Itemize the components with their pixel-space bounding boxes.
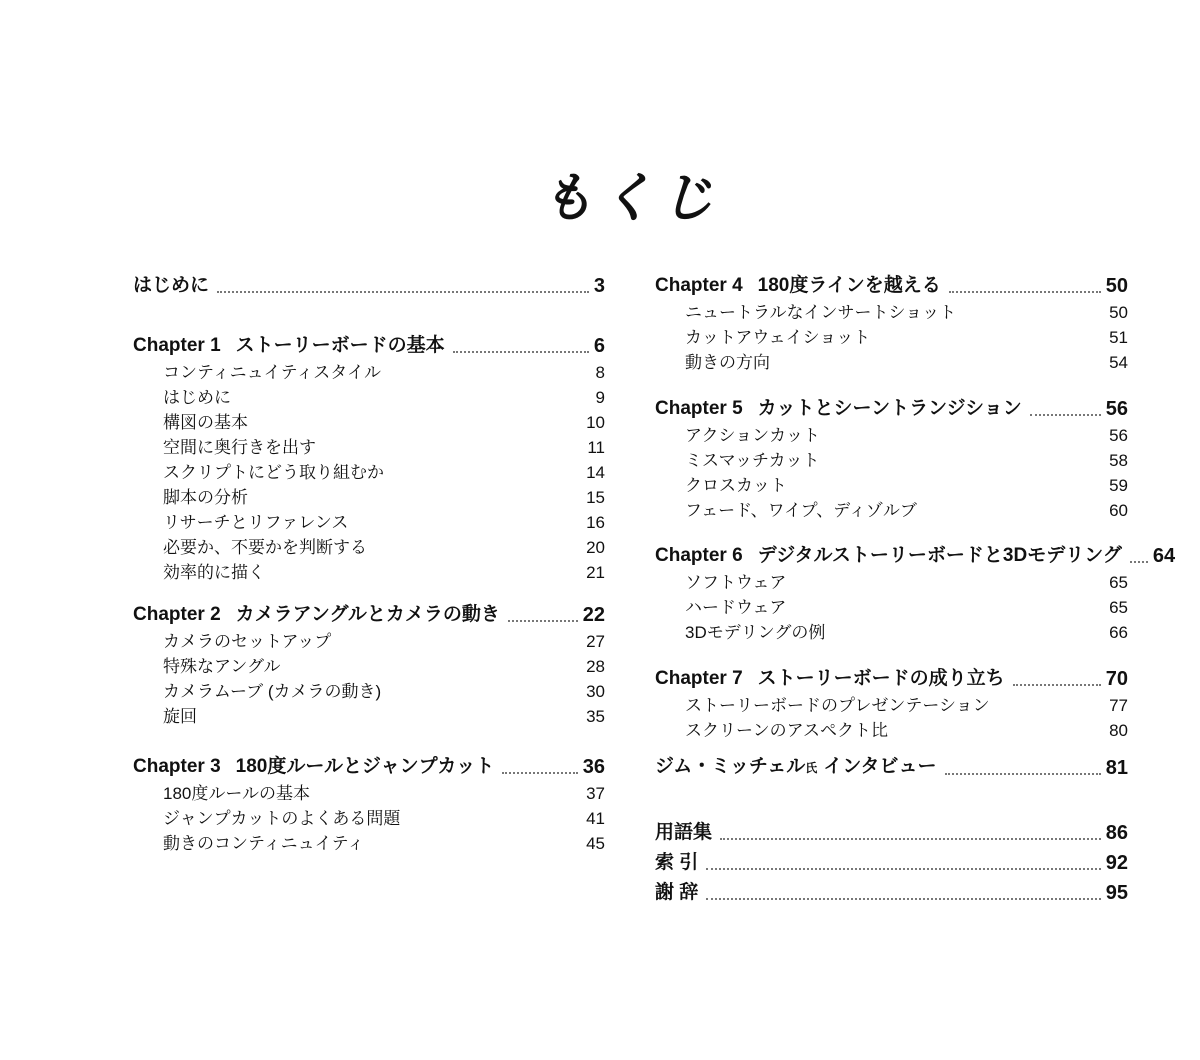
- chapter-title: 180度ルールとジャンプカット: [235, 756, 495, 777]
- toc-heading-label: [133, 332, 445, 360]
- toc-entry: [163, 485, 605, 510]
- chapter-title: デジタルストーリーボードと3Dモデリング: [757, 545, 1122, 566]
- entry-label: ハードウェア: [685, 598, 787, 617]
- toc-heading-intro: [133, 270, 605, 300]
- chapter-title: ストーリーボードの基本: [235, 335, 445, 356]
- chapter-prefix: Chapter 6: [655, 545, 743, 566]
- toc-heading-label: 索 引: [655, 852, 699, 873]
- toc-section-chapter-3: [133, 751, 605, 856]
- page-number: 58: [1109, 451, 1128, 470]
- toc-heading-label: [655, 272, 941, 300]
- chapter-title: ストーリーボードの成り立ち: [757, 668, 1005, 689]
- toc-heading-label: [655, 542, 1122, 570]
- chapter-prefix: Chapter 4: [655, 275, 743, 296]
- toc-entry: [685, 595, 1128, 620]
- page-number: 59: [1109, 476, 1128, 495]
- entry-label: 旋回: [163, 707, 197, 726]
- toc-entry: [163, 831, 605, 856]
- page-number: 50: [1105, 275, 1128, 297]
- honorific-suffix: 氏: [805, 761, 818, 775]
- entry-label: ジャンプカットのよくある問題: [163, 809, 401, 828]
- toc-section-chapter-1: [133, 330, 605, 585]
- toc-heading-chapter-3: [133, 751, 605, 781]
- toc-heading-chapter-5: [655, 393, 1128, 423]
- page-number: 60: [1109, 501, 1128, 520]
- page-number: 51: [1109, 328, 1128, 347]
- entry-label: フェード、ワイプ、ディゾルブ: [685, 501, 917, 520]
- toc-entry: [163, 410, 605, 435]
- toc-entry: [163, 535, 605, 560]
- dotted-leader: [217, 291, 589, 293]
- toc-entry: [163, 781, 605, 806]
- toc-entry: [163, 806, 605, 831]
- toc-entry: [163, 704, 605, 729]
- toc-items: [655, 423, 1128, 523]
- table-of-contents: [133, 270, 1176, 907]
- page-number: 92: [1105, 852, 1128, 874]
- entry-label: 必要か、不要かを判断する: [163, 538, 367, 557]
- page-number: 15: [586, 488, 605, 507]
- dotted-leader: [706, 868, 1100, 870]
- entry-label: カメラのセットアップ: [163, 632, 332, 651]
- page-number: 37: [586, 784, 605, 803]
- toc-heading-glossary: [655, 817, 1128, 847]
- toc-items: [655, 693, 1128, 743]
- entry-label: ソフトウェア: [685, 573, 787, 592]
- toc-heading-label: 謝 辞: [655, 882, 699, 903]
- chapter-prefix: Chapter 1: [133, 335, 221, 356]
- toc-heading-label: はじめに: [133, 275, 210, 296]
- entry-label: リサーチとリファレンス: [163, 513, 349, 532]
- page-number: 70: [1105, 668, 1128, 690]
- toc-left-column: [133, 270, 605, 907]
- toc-heading-label: [133, 753, 494, 781]
- chapter-prefix: Chapter 3: [133, 756, 221, 777]
- entry-label: スクリプトにどう取り組むか: [163, 463, 384, 482]
- entry-label: コンティニュイティスタイル: [163, 363, 381, 382]
- toc-entry: [685, 423, 1128, 448]
- toc-entry: [163, 435, 605, 460]
- page-number: 41: [586, 809, 605, 828]
- entry-label: カメラムーブ (カメラの動き): [163, 682, 382, 701]
- dotted-leader: [1013, 684, 1101, 686]
- entry-label: はじめに: [163, 388, 231, 407]
- toc-entry: [685, 300, 1128, 325]
- page-number: 22: [582, 604, 605, 626]
- toc-heading-chapter-2: [133, 599, 605, 629]
- toc-entry: [685, 718, 1128, 743]
- toc-heading-label: [655, 665, 1005, 693]
- toc-heading-interview: [655, 752, 1128, 782]
- chapter-title: カメラアングルとカメラの動き: [235, 604, 500, 625]
- toc-items: [133, 360, 605, 585]
- page-number: 54: [1109, 353, 1128, 372]
- entry-label: 構図の基本: [163, 413, 248, 432]
- entry-label: 空間に奥行きを出す: [163, 438, 316, 457]
- toc-entry: [163, 460, 605, 485]
- chapter-prefix: Chapter 7: [655, 668, 743, 689]
- toc-entry: [163, 560, 605, 585]
- toc-right-column: [655, 270, 1176, 907]
- page-number: 45: [586, 834, 605, 853]
- toc-heading-chapter-4: [655, 270, 1128, 300]
- toc-section-chapter-7: [655, 663, 1128, 743]
- toc-section-chapter-5: [655, 393, 1128, 523]
- toc-heading-label: [133, 601, 500, 629]
- page-number: 8: [595, 363, 605, 382]
- dotted-leader: [945, 773, 1101, 775]
- page-number: 64: [1152, 545, 1176, 567]
- toc-entry: [685, 620, 1128, 645]
- page-number: 81: [1105, 757, 1128, 779]
- page-title: もくじ: [540, 168, 721, 228]
- entry-label: クロスカット: [685, 476, 787, 495]
- entry-label: 動きのコンティニュイティ: [163, 834, 365, 853]
- toc-section-chapter-2: [133, 599, 605, 729]
- toc-heading-chapter-7: [655, 663, 1128, 693]
- toc-section-chapter-6: [655, 540, 1176, 645]
- page-number: 10: [586, 413, 605, 432]
- dotted-leader: [502, 772, 578, 774]
- toc-entry: [163, 385, 605, 410]
- dotted-leader: [949, 291, 1101, 293]
- page-number: 14: [586, 463, 605, 482]
- chapter-prefix: Chapter 2: [133, 604, 221, 625]
- entry-label: アクションカット: [685, 426, 820, 445]
- page-number: 80: [1109, 721, 1128, 740]
- toc-section-index: [655, 847, 1128, 877]
- page-number: 36: [582, 756, 605, 778]
- entry-label: 効率的に描く: [163, 563, 265, 582]
- page-number: 21: [586, 563, 605, 582]
- chapter-title: 180度ラインを越える: [757, 275, 941, 296]
- toc-entry: [685, 473, 1128, 498]
- toc-section-chapter-4: [655, 270, 1128, 375]
- page-number: 66: [1109, 623, 1128, 642]
- toc-entry: [163, 510, 605, 535]
- dotted-leader: [706, 898, 1100, 900]
- page-number: 95: [1105, 882, 1128, 904]
- entry-label: 動きの方向: [685, 353, 770, 372]
- dotted-leader: [720, 838, 1101, 840]
- toc-entry: [685, 448, 1128, 473]
- entry-label: 特殊なアングル: [163, 657, 281, 676]
- chapter-prefix: Chapter 5: [655, 398, 743, 419]
- entry-label: ミスマッチカット: [685, 451, 820, 470]
- page-number: 3: [593, 275, 605, 297]
- page-number: 65: [1109, 598, 1128, 617]
- toc-section-interview: [655, 752, 1128, 782]
- toc-items: [655, 300, 1128, 375]
- toc-entry: [685, 498, 1128, 523]
- interview-label: インタビュー: [823, 756, 937, 777]
- entry-label: ニュートラルなインサートショット: [685, 303, 957, 322]
- entry-label: ストーリーボードのプレゼンテーション: [685, 696, 990, 715]
- page-number: 27: [586, 632, 605, 651]
- toc-entry: [163, 629, 605, 654]
- page-number: 16: [586, 513, 605, 532]
- entry-label: 3Dモデリングの例: [685, 623, 826, 642]
- toc-entry: [685, 693, 1128, 718]
- dotted-leader: [453, 351, 589, 353]
- entry-label: 180度ルールの基本: [163, 784, 311, 803]
- toc-items: [133, 629, 605, 729]
- page-number: 50: [1109, 303, 1128, 322]
- page-number: 9: [595, 388, 605, 407]
- toc-entry: [163, 654, 605, 679]
- toc-heading-label: [655, 395, 1022, 423]
- page-number: 11: [587, 438, 605, 457]
- page-number: 65: [1109, 573, 1128, 592]
- toc-heading-chapter-6: [655, 540, 1176, 570]
- toc-heading-index: [655, 847, 1128, 877]
- page-number: 20: [586, 538, 605, 557]
- dotted-leader: [508, 620, 578, 622]
- page-number: 56: [1105, 398, 1128, 420]
- page-number: 56: [1109, 426, 1128, 445]
- toc-section-acknowledgements: [655, 877, 1128, 907]
- toc-heading-acknowledgements: [655, 877, 1128, 907]
- toc-section-intro: [133, 270, 605, 300]
- page-number: 28: [586, 657, 605, 676]
- toc-heading-label: 用語集: [655, 822, 713, 843]
- page-number: 6: [593, 335, 605, 357]
- page-number: 86: [1105, 822, 1128, 844]
- entry-label: カットアウェイショット: [685, 328, 871, 347]
- toc-heading-chapter-1: [133, 330, 605, 360]
- chapter-title: カットとシーントランジション: [757, 398, 1022, 419]
- toc-items: [655, 570, 1128, 645]
- toc-entry: [163, 360, 605, 385]
- toc-entry: [685, 350, 1128, 375]
- toc-entry: [685, 570, 1128, 595]
- toc-entry: [163, 679, 605, 704]
- interview-name: ジム・ミッチェル: [655, 756, 806, 777]
- page-number: 77: [1109, 696, 1128, 715]
- toc-heading-label: [655, 753, 937, 782]
- toc-items: [133, 781, 605, 856]
- entry-label: スクリーンのアスペクト比: [685, 721, 888, 740]
- page-number: 35: [586, 707, 605, 726]
- page-number: 30: [586, 682, 605, 701]
- toc-entry: [685, 325, 1128, 350]
- dotted-leader: [1030, 414, 1101, 416]
- dotted-leader: [1130, 561, 1148, 563]
- toc-section-glossary: [655, 817, 1128, 847]
- entry-label: 脚本の分析: [163, 488, 248, 507]
